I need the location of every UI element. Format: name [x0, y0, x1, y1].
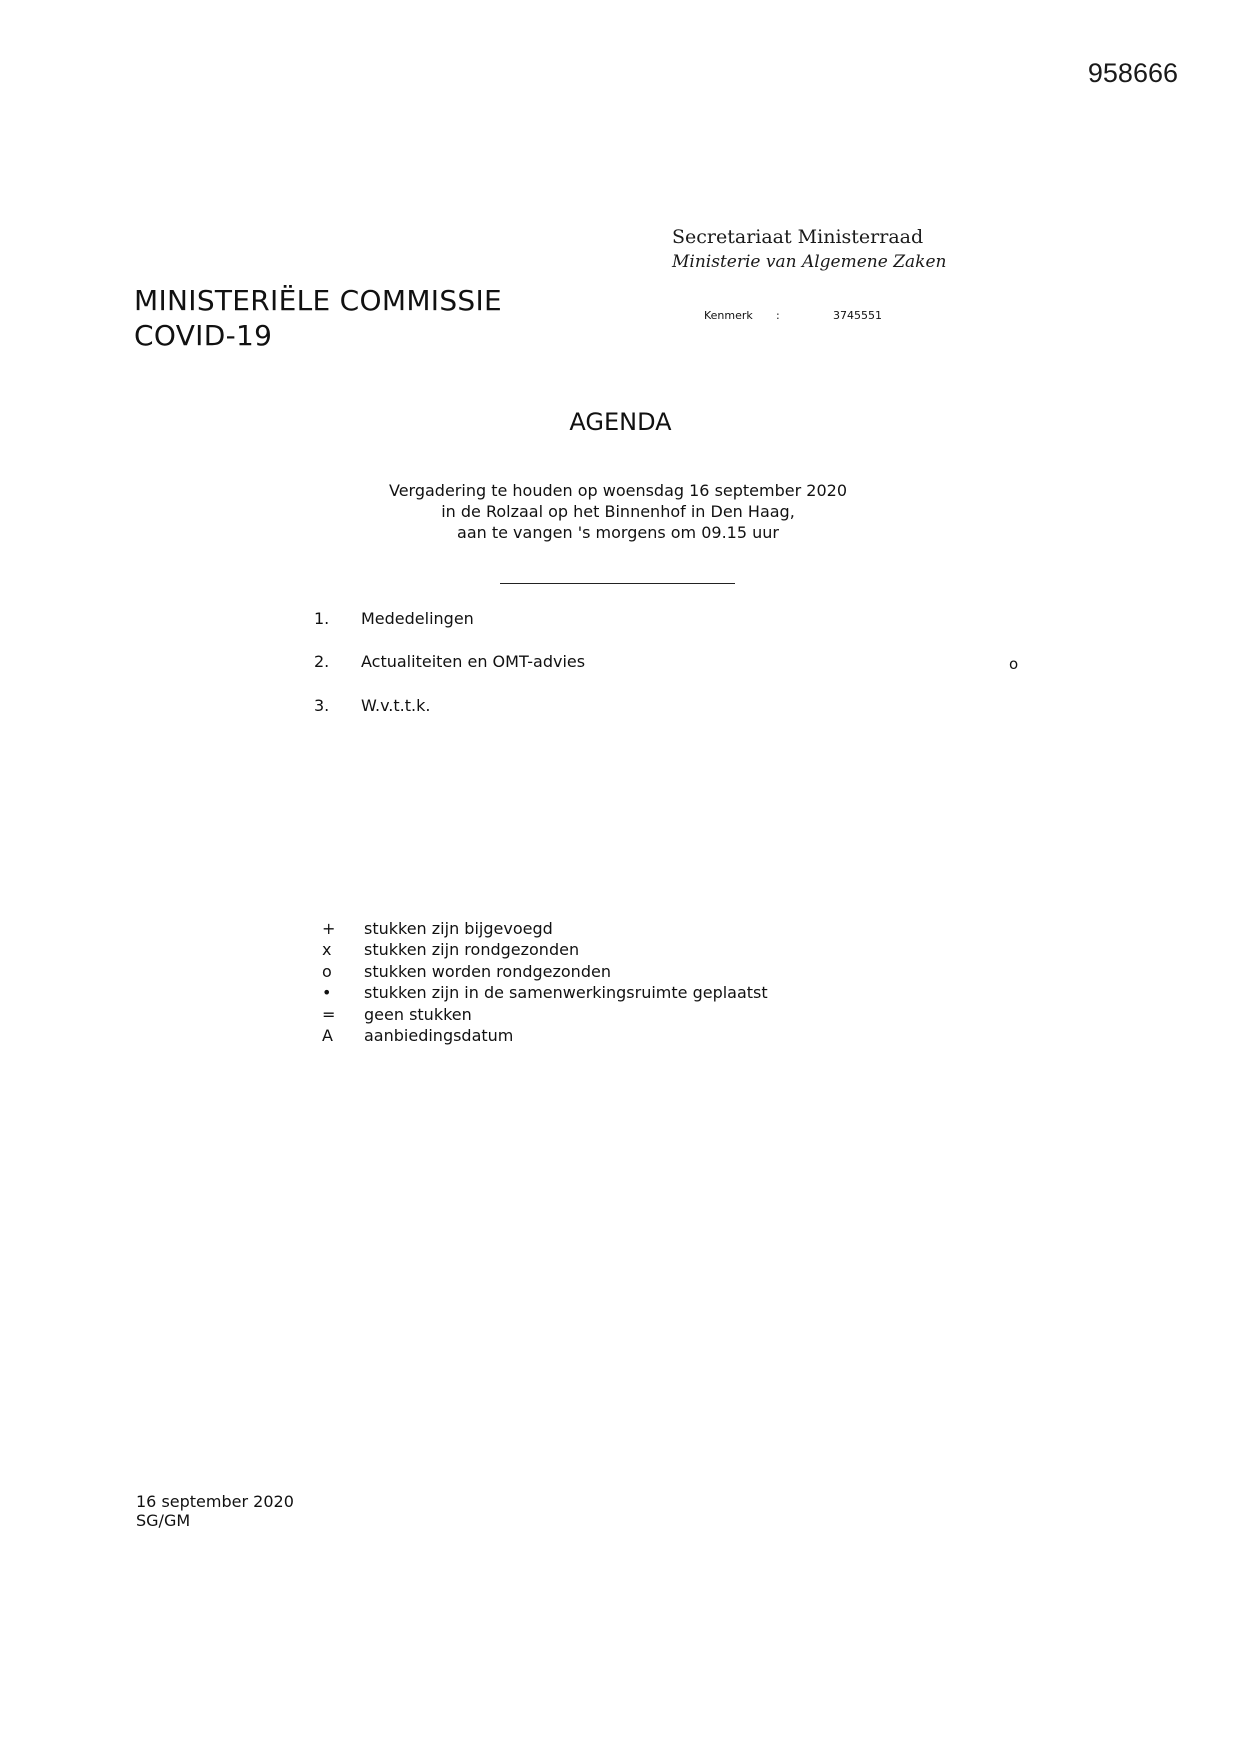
agenda-item	[314, 652, 585, 671]
agenda-item	[314, 696, 430, 715]
agenda-item-number: 2.	[314, 652, 330, 671]
legend-text: geen stukken	[364, 1004, 472, 1024]
divider-line	[500, 583, 735, 584]
meeting-details	[318, 480, 918, 543]
legend-row	[322, 961, 768, 982]
agenda-item-text: Actualiteiten en OMT-advies	[361, 652, 586, 671]
footer-reference: SG/GM	[136, 1511, 191, 1530]
committee-title	[134, 283, 502, 353]
legend	[322, 918, 768, 1046]
kenmerk-label: Kenmerk	[704, 309, 753, 322]
legend-text: stukken zijn in de samenwerkingsruimte geplaatst	[364, 983, 768, 1003]
legend-symbol: +	[322, 919, 336, 938]
kenmerk-reference	[704, 309, 882, 322]
legend-symbol: o	[322, 961, 332, 981]
kenmerk-colon: :	[776, 309, 780, 322]
document-number: 958666	[1087, 58, 1178, 88]
legend-text: aanbiedingsdatum	[364, 1026, 514, 1046]
legend-text: stukken zijn bijgevoegd	[364, 919, 553, 938]
agenda-item	[314, 609, 474, 628]
legend-text: stukken zijn rondgezonden	[364, 940, 580, 960]
legend-row	[322, 1004, 768, 1025]
legend-symbol: A	[322, 1026, 333, 1046]
agenda-item-number: 3.	[314, 696, 330, 715]
organization-name: Secretariaat Ministerraad	[672, 226, 924, 248]
legend-row	[322, 918, 768, 939]
legend-symbol: =	[322, 1004, 336, 1024]
kenmerk-value: 3745551	[833, 309, 882, 322]
agenda-heading: AGENDA	[569, 408, 672, 436]
meeting-location-line: in de Rolzaal op het Binnenhof in Den Haag,	[441, 502, 795, 521]
agenda-item-text: Mededelingen	[361, 609, 474, 628]
ministry-name: Ministerie van Algemene Zaken	[672, 252, 947, 272]
legend-symbol: •	[322, 983, 332, 1003]
legend-text: stukken worden rondgezonden	[364, 961, 611, 981]
legend-row	[322, 982, 768, 1003]
organization-header	[672, 224, 946, 274]
footer	[136, 1492, 294, 1530]
agenda-item-marker: o	[1009, 655, 1019, 673]
agenda-item-number: 1.	[314, 609, 330, 628]
legend-symbol: x	[322, 940, 332, 960]
meeting-date-line: Vergadering te houden op woensdag 16 september 2020	[388, 481, 847, 500]
agenda-item-text: W.v.t.t.k.	[361, 696, 431, 715]
legend-row	[322, 939, 768, 960]
legend-row	[322, 1025, 768, 1046]
meeting-time-line: aan te vangen 's morgens om 09.15 uur	[457, 523, 779, 542]
footer-date: 16 september 2020	[136, 1492, 294, 1511]
committee-title-line2: COVID-19	[134, 319, 273, 352]
committee-title-line1: MINISTERIËLE COMMISSIE	[134, 284, 503, 317]
